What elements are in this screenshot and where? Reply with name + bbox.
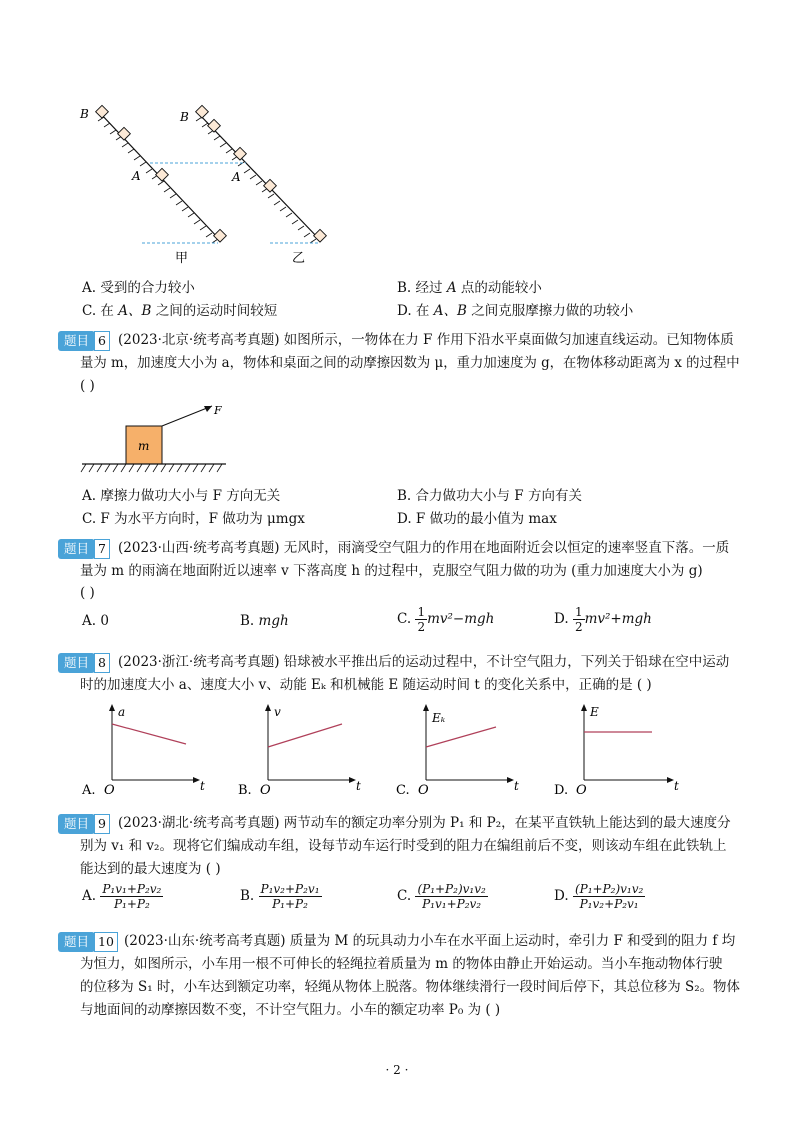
q9-b-frac: [259, 882, 322, 911]
q7-option-b: [240, 613, 289, 629]
label-B-left: B: [80, 107, 89, 121]
q7-c-pre: C.: [397, 611, 416, 627]
graph-d-ylabel: E: [590, 705, 599, 719]
q9-d-pre: D.: [554, 888, 569, 904]
q10-number: 10: [94, 932, 118, 952]
q8-number: 8: [94, 653, 110, 673]
label-B-right: B: [180, 110, 189, 124]
q7-number: 7: [94, 539, 110, 559]
q5-option-c: [82, 299, 277, 319]
q9-badge: 题目: [58, 814, 95, 834]
incline-right: [196, 113, 320, 243]
graph-b-line: [268, 724, 342, 747]
q7-d-pre: D.: [554, 611, 573, 627]
block-on-table-figure: [80, 398, 230, 476]
graph-d-option: D.: [554, 783, 569, 798]
q9-line1: (2023·湖北·统考高考真题) 两节动车的额定功率分别为 P₁ 和 P₂，在某平直铁轨上能达到的最大速度分: [118, 815, 731, 831]
graph-c-line: [426, 727, 496, 747]
label-mass: m: [138, 439, 150, 453]
q8-line2: 时的加速度大小 a、速度大小 v、动能 Eₖ 和机械能 E 随运动时间 t 的变化关系中，正确的是 ( ): [80, 677, 652, 693]
graph-c-option: C.: [396, 783, 410, 798]
q10-badge: 题目: [58, 932, 95, 952]
q6-line2: 量为 m，加速度大小为 a，物体和桌面之间的动摩擦因数为 μ，重力加速度为 g，在物体移动距离为 x 的过程中: [80, 355, 740, 371]
q6-option-b: B. 合力做功大小与 F 方向有关: [397, 488, 582, 504]
q9-option-c: [397, 882, 488, 911]
graph-c: [394, 702, 524, 800]
graph-a-option: A.: [82, 783, 96, 798]
q7-option-a: A. 0: [82, 613, 109, 629]
q7-line1: (2023·山西·统考高考真题) 无风时，雨滴受空气阻力的作用在地面附近会以恒定的速率竖直下落。一质: [118, 540, 730, 556]
q5-d-pre: D. 在: [397, 303, 430, 319]
graph-a: [80, 702, 210, 800]
q9-line2: 别为 v₁ 和 v₂。现将它们编成动车组，设每节动车运行时受到的阻力在编组前后不变，则该动车组在此铁轨上: [80, 838, 727, 854]
q10-line3: 的位移为 S₁ 时，小车达到额定功率，轻绳从物体上脱落。物体继续滑行一段时间后停下，其总位移为 S₂。物体: [80, 979, 740, 995]
q5-b-var: A: [446, 280, 457, 296]
q10-line2: 为恒力，如图所示，小车用一根不可伸长的轻绳拉着质量为 m 的物体由静止开始运动。当小车拖动物体行驶: [80, 956, 723, 972]
q8-line1: (2023·浙江·统考高考真题) 铅球被水平推出后的运动过程中，不计空气阻力，下列关于铅球在空中运动: [118, 654, 730, 670]
q9-a-frac: [100, 882, 163, 911]
graph-b-option: B.: [238, 783, 252, 798]
q10-line4: 与地面间的动摩擦因数不变，不计空气阻力。小车的额定功率 P₀ 为 ( ): [80, 1002, 501, 1018]
q7-b-expr: mgh: [258, 613, 289, 629]
q9-c-frac: [415, 882, 487, 911]
q6-option-a: A. 摩擦力做功大小与 F 方向无关: [82, 488, 281, 504]
q6-option-d: D. F 做功的最小值为 max: [397, 511, 557, 527]
q9-number: 9: [94, 814, 110, 834]
q6-line3: ( ): [80, 378, 95, 394]
graph-c-ylabel: Eₖ: [432, 711, 446, 725]
graph-b: [236, 702, 366, 800]
q7-b-pre: B.: [240, 613, 259, 629]
q7-c-frac: [415, 605, 427, 634]
graph-b-xlabel: t: [356, 779, 361, 793]
q7-d-frac: [573, 605, 585, 634]
q9-c-pre: C.: [397, 888, 412, 904]
q9-a-den: P₁+P₂: [113, 897, 150, 911]
graph-d: [552, 702, 687, 800]
q7-d-expr: mv²+mgh: [584, 611, 652, 627]
q9-b-den: P₁+P₂: [272, 897, 308, 911]
q9-d-frac: [573, 882, 645, 911]
graph-a-ylabel: a: [118, 705, 126, 719]
q5-d-var: A、B: [433, 303, 467, 319]
q9-d-den: P₁v₂+P₂v₁: [579, 897, 639, 911]
block-left-B: [96, 105, 227, 242]
q7-line2: 量为 m 的雨滴在地面附近以速率 v 下落高度 h 的过程中，克服空气阻力做的功为 (重力加速度大小为 g): [80, 563, 703, 579]
q5-c-var: A、B: [118, 303, 152, 319]
label-force: F: [214, 404, 222, 417]
q5-c-pre: C. 在: [82, 303, 114, 319]
block-right: [196, 105, 327, 242]
q9-a-pre: A.: [82, 888, 97, 904]
q6-option-c: C. F 为水平方向时，F 做功为 μmgx: [82, 511, 305, 527]
graph-b-ylabel: v: [274, 705, 281, 719]
q7-d-num: 1: [574, 605, 583, 619]
graph-d-origin: O: [576, 783, 587, 798]
q7-line3: ( ): [80, 585, 95, 601]
label-A-left: A: [132, 169, 141, 183]
q9-b-num: P₁v₂+P₂v₁: [260, 882, 320, 896]
q5-b-post: 点的动能较小: [460, 280, 542, 296]
q9-option-a: [82, 882, 163, 911]
force-arrow: [162, 406, 212, 426]
graph-a-origin: O: [104, 783, 115, 798]
q8-badge: 题目: [58, 653, 95, 673]
q9-line3: 能达到的最大速度为 ( ): [80, 861, 221, 877]
q6-badge: 题目: [58, 331, 95, 351]
graph-b-origin: O: [260, 783, 271, 798]
q7-c-den: 2: [417, 620, 426, 634]
q5-c-post: 之间的运动时间较短: [155, 303, 278, 319]
table-hatching: [81, 464, 222, 472]
q5-option-b: [397, 276, 542, 296]
q7-d-den: 2: [574, 620, 583, 634]
q9-option-d: [554, 882, 645, 911]
graph-c-xlabel: t: [514, 779, 519, 793]
label-yi: 乙: [292, 251, 306, 266]
graph-c-origin: O: [418, 783, 429, 798]
page-number: · 2 ·: [385, 1063, 409, 1077]
q6-line1: (2023·北京·统考高考真题) 如图所示，一物体在力 F 作用下沿水平桌面做匀加速直线运动。已知物体质: [118, 332, 734, 348]
q5-d-post: 之间克服摩擦力做的功较小: [471, 303, 634, 319]
q5-b-pre: B. 经过: [397, 280, 443, 296]
label-jia: 甲: [175, 251, 189, 266]
q9-d-num: (P₁+P₂)v₁v₂: [574, 882, 644, 896]
q7-badge: 题目: [58, 539, 95, 559]
q5-option-d: [397, 299, 633, 319]
q9-b-pre: B.: [240, 888, 255, 904]
graph-a-line: [112, 724, 186, 744]
q9-c-den: P₁v₁+P₂v₂: [422, 897, 482, 911]
q5-option-a: A. 受到的合力较小: [82, 280, 195, 296]
q9-c-num: (P₁+P₂)v₁v₂: [417, 882, 486, 896]
label-A-right: A: [232, 170, 241, 184]
q10-line1: (2023·山东·统考高考真题) 质量为 M 的玩具动力小车在水平面上运动时，牵引力 F 和受到的阻力 f 均: [124, 933, 736, 949]
q7-option-c: [397, 605, 494, 634]
q7-option-d: [554, 605, 652, 634]
graph-d-xlabel: t: [674, 779, 679, 793]
q9-option-b: [240, 882, 322, 911]
q9-a-num: P₁v₁+P₂v₂: [102, 882, 162, 896]
q7-c-expr: mv²−mgh: [427, 611, 495, 627]
graph-a-xlabel: t: [200, 779, 205, 793]
q7-c-num: 1: [417, 605, 426, 619]
incline-figure: [70, 95, 350, 270]
q6-number: 6: [94, 331, 110, 351]
